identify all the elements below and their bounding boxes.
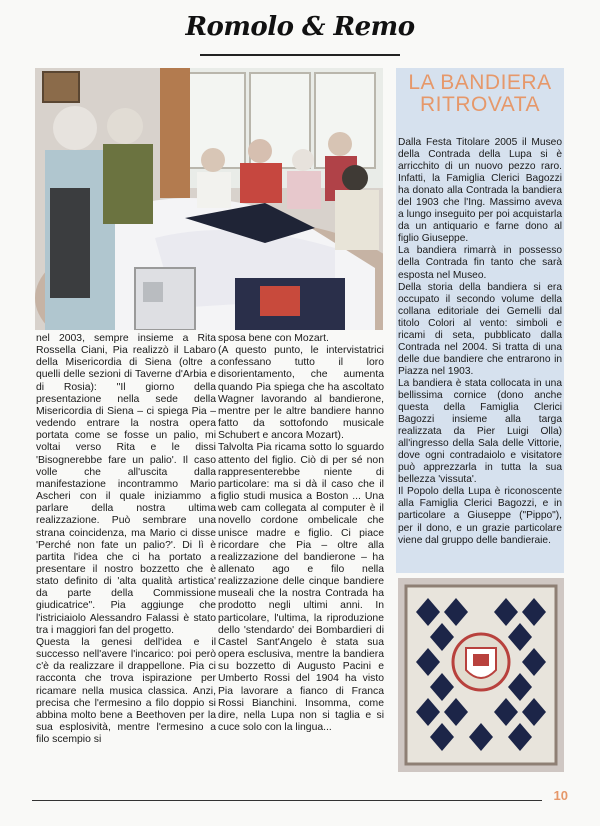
sidebar-paragraph: La bandiera rimarrà in possesso della Contrada fin tanto che sarà esposta nel Museo. [398,245,562,281]
sidebar-paragraph: Della storia della bandiera si era occupato il secondo volume della collana editoriale dei Gemelli dal titolo Colori al vento: simboli e ricami di seta, pubblicato dalla Contrada nel 2004. Si tratta di una delle due bandiere che entrarono in Piazza nel 1903. [398,281,562,377]
flag-photo [398,578,564,772]
masthead-underline [200,54,400,56]
sidebar-paragraph: Il Popolo della Lupa è riconoscente alla Famiglia Clerici Bagozzi, e in particolare a Giuseppe ("Pippo"), per il dono, e un grazie particolare viene dal gruppo delle bandieraie. [398,486,562,546]
embroidery-photo-drawing [35,68,383,330]
sidebar-paragraph: Dalla Festa Titolare 2005 il Museo della Contrada della Lupa si è arricchito di un nuovo pezzo raro. Infatti, la Famiglia Clerici Bagozzi ha donato alla Contrada la bandiera del 1903 che l'Ing. Massimo aveva a lungo inseguito per poi acquistarla da un antiquario e farne dono al figlio Giuseppe. [398,137,562,245]
article-paragraph: nel 2003, sempre insieme a Rita Rossella Ciani, Pia realizzò il Labaro della Misericordia di Siena (oltre a quelli delle sezioni di Taverne d'Arbia e di Rosia): "Il giorno della presentazione nella sede della Misericordia di Siena – ci spiega Pia – vedendo entrare la nostra opera portata come se fosse un palio, mi voltai verso Rita e le dissi 'Bisognerebbe fare un palio'. Il caso volle che all'uscita dalla manifestazione incontrammo Mario Ascheri con il quale iniziammo a parlare della nostra ultima realizzazione. Può sembrare una strana coincidenza, ma Mario ci disse 'Perché non fate un palio?'. Di lì è partita l'idea che ci ha portato a presentare il nostro bozzetto che è stato definito di 'alta qualità artistica' da parte della Commissione giudicatrice". Pia aggiunge che l'istriciaiolo Alessandro Falassi è stato tra i maggiori fan del progetto. [36,333,216,636]
masthead-logo: Romolo & Remo [185,12,415,42]
article-column-middle [218,333,384,734]
sidebar-title [396,72,564,116]
sidebar-text [398,137,562,547]
article-column-left [36,333,216,746]
sidebar-paragraph: La bandiera è stata collocata in una bellissima cornice (dono anche questa della Famiglia Clerici Bagozzi insieme alla targa realizzata da Pier Luigi Olla) all'ingresso della Sala delle Vittorie, dove ogni contradaiolo e visitatore può apprezzarla in tutta la sua bellezza 'vissuta'. [398,377,562,486]
sidebar-title-line: RITROVATA [420,93,540,116]
embroidery-photo [35,68,383,330]
article-paragraph: Questa la genesi dell'idea e il successo nell'avere l'incarico: poi però c'è da realizzare il drappellone. Pia ci racconta che trova ispirazione per ricamare nella musica classica. Anzi, precisa che l'ermesino a filo doppio si abbina molto bene a Beethoven per la sua esplosività, mentre l'ermesino a filo scempio si [36,636,216,746]
flag-drawing [398,578,564,772]
article-paragraph: sposa bene con Mozart. [218,333,329,344]
article-paragraph: Talvolta Pia ricama sotto lo sguardo attento del figlio. Ciò di per sé non rappresenterebbe niente di particolare: ma si dà il caso che il figlio studi musica a Boston ... Una web cam collegata al computer è il novello cordone ombelicale che unisce madre e figlio. Ci piace ricordare che Pia – oltre alla realizzazione del bandierone – ha allenato ago e filo nella realizzazione delle cinque bandiere museali che la nostra Contrada ha prodotto negli ultimi anni. In particolare, l'ultima, la riproduzione dello 'stendardo' dei Bombardieri di Castel Sant'Angelo è stata sua opera esclusiva, mentre la bandiera su bozzetto di Augusto Pacini e Umberto Rossi del 1904 ha visto Pia lavorare a fianco di Franca Rossi Bianchini. Insomma, come dire, nella Lupa non si taglia e si cuce solo con la lingua... [218,442,384,733]
sidebar-title-line: LA BANDIERA [408,71,552,94]
article-paragraph: (A questo punto, le intervistatrici confessano tutto il loro disorientamento, che aumenta quando Pia spiega che ha ascoltato Wagner lavorando al bandierone, mentre per le altre bandiere hanno fatto da sottofondo musicale Schubert e ancora Mozart). [218,345,384,442]
page-number: 10 [553,788,568,803]
footer-rule [32,800,542,801]
